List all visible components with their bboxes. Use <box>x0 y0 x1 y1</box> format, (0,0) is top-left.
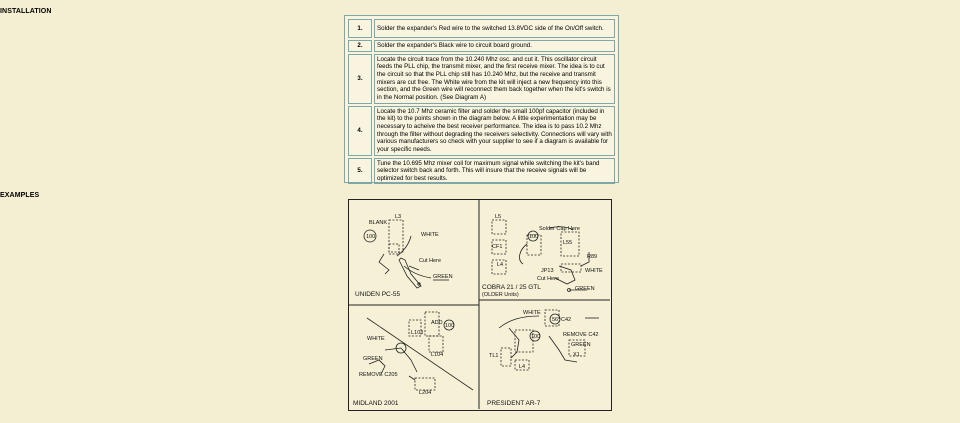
midland-100-label: 100 <box>445 323 455 329</box>
table-row <box>348 40 615 52</box>
step-text: Solder the expander's Red wire to the switched 13.8VDC side of the On/Off switch. <box>374 19 615 38</box>
president-green-label: GREEN <box>571 342 591 348</box>
president-100-label: 100 <box>531 334 541 340</box>
wiring-diagrams-svg <box>349 200 610 409</box>
midland-l103-label: L103 <box>411 330 424 336</box>
cobra-solder-label: Solder Cap Here <box>539 226 580 232</box>
midland-white-label: WHITE <box>367 336 385 342</box>
midland-add-label: ADD <box>431 320 443 326</box>
step-number: 2. <box>348 40 372 52</box>
cobra-white-label: WHITE <box>585 268 603 274</box>
president-56-label: 56 <box>552 317 559 323</box>
installation-steps-table <box>344 15 619 183</box>
midland-remove-label: REMOVE C205 <box>359 372 398 378</box>
midland-title: MIDLAND 2001 <box>353 400 399 407</box>
uniden-white-label: WHITE <box>421 232 439 238</box>
wiring-diagrams-figure <box>348 199 612 411</box>
examples-heading: EXAMPLES <box>0 192 40 199</box>
uniden-l3-label: L3 <box>395 214 402 220</box>
president-remove-label: REMOVE C42 <box>563 332 599 338</box>
president-title: PRESIDENT AR-7 <box>487 400 541 407</box>
cobra-l55-label: L55 <box>563 240 573 246</box>
step-text: Solder the expander's Black wire to circuit board ground. <box>374 40 615 52</box>
cobra-100-label: 100 <box>529 234 539 240</box>
uniden-blank-label: BLANK <box>369 220 388 226</box>
president-white-label: WHITE <box>523 310 541 316</box>
cobra-title: COBRA 21 / 25 GTL <box>482 284 541 291</box>
step-number: 4. <box>348 106 372 156</box>
president-l4-label: L4 <box>519 364 526 370</box>
uniden-cut-label: Cut Here <box>419 258 442 264</box>
president-x1-label: X1 <box>573 352 580 358</box>
cobra-l5-label: L5 <box>495 214 502 220</box>
midland-green-label: GREEN <box>363 356 383 362</box>
cobra-green-label: GREEN <box>575 286 595 292</box>
step-text: Locate the circuit trace from the 10.240 Mhz osc. and cut it. This oscillator circuit feeds the PLL chip, the transmit mixer, and the first receive mixer. The idea is to cut the circuit so that the PLL chip still has 10.240 Mhz, but the receive and transmit mixers are cut free. The White wire from the kit will inject a new frequency into this section, and the Green wire will reconnect them back together when the kit's switch is in the Normal position. (See Diagram A) <box>374 54 615 104</box>
midland-l204-label: L204 <box>419 390 432 396</box>
step-text: Tune the 10.695 Mhz mixer coil for maximum signal while switching the kit's band selector switch back and forth. This will insure that the receive signals will be optimized for best results. <box>374 158 615 185</box>
step-number: 1. <box>348 19 372 38</box>
midland-l104-label: L104 <box>431 352 444 358</box>
installation-heading: INSTALLATION <box>0 8 52 15</box>
table-row <box>348 158 615 185</box>
cobra-cf1-label: CF1 <box>492 244 503 250</box>
cobra-cut-label: Cut Here <box>537 276 560 282</box>
cobra-subtitle: (OLDER Units) <box>482 292 519 298</box>
step-text: Locate the 10.7 Mhz ceramic filter and solder the small 100pf capacitor (included in the kit) to the points shown in the diagram below. A little experimentation may be necessary to acheive the best receiver performance. The idea is to pass 10.2 Mhz through the filter without degrading the receivers selectivity. Connections will vary with various manufacturers so check with your supplier to see if a diagram is available for your specific needs. <box>374 106 615 156</box>
step-number: 3. <box>348 54 372 104</box>
uniden-green-label: GREEN <box>433 274 453 280</box>
step-number: 5. <box>348 158 372 185</box>
cobra-l4-label: L4 <box>497 262 504 268</box>
uniden-title: UNIDEN PC-55 <box>355 291 401 298</box>
president-c42-label: C42 <box>561 317 572 323</box>
president-tl1-label: TL1 <box>489 353 499 359</box>
table-row <box>348 19 615 38</box>
table-row <box>348 106 615 156</box>
cobra-jp13-label: JP13 <box>541 268 554 274</box>
uniden-100-label: 100 <box>366 234 376 240</box>
cobra-r89-label: R89 <box>587 254 598 260</box>
table-row <box>348 54 615 104</box>
